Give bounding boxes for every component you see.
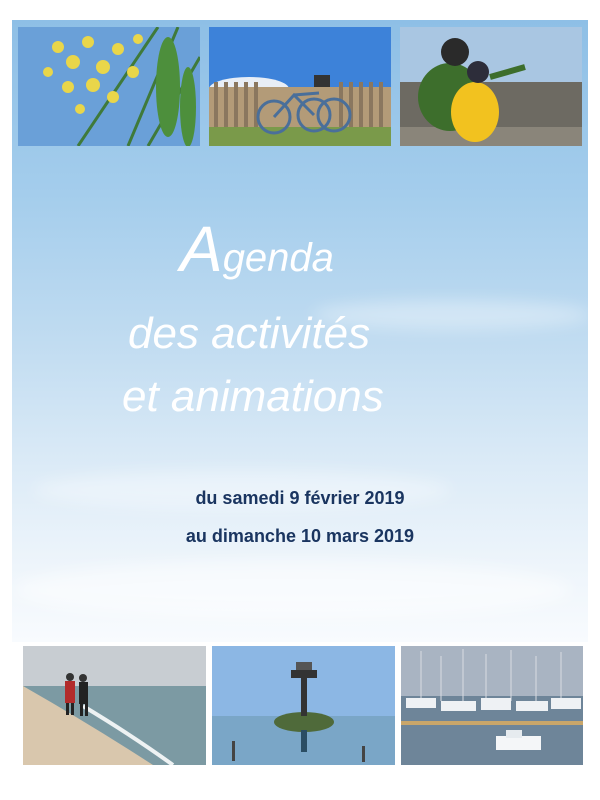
title-line-1-rest: genda xyxy=(222,236,334,280)
mimosa-flowers-photo xyxy=(18,27,200,146)
title-line-2: des activités xyxy=(128,309,371,358)
date-to: au dimanche 10 mars 2019 xyxy=(185,526,415,546)
father-child-beach-photo xyxy=(400,27,582,146)
bicycles-fence-photo xyxy=(209,27,391,146)
couple-walking-beach-photo xyxy=(23,646,206,765)
marina-boats-photo xyxy=(401,646,583,765)
lighthouse-beacon-photo xyxy=(212,646,395,765)
date-from: du samedi 9 février 2019 xyxy=(195,488,405,508)
title-initial: A xyxy=(180,213,223,285)
title-line-1 xyxy=(0,212,600,286)
title-line-3: et animations xyxy=(122,372,384,421)
